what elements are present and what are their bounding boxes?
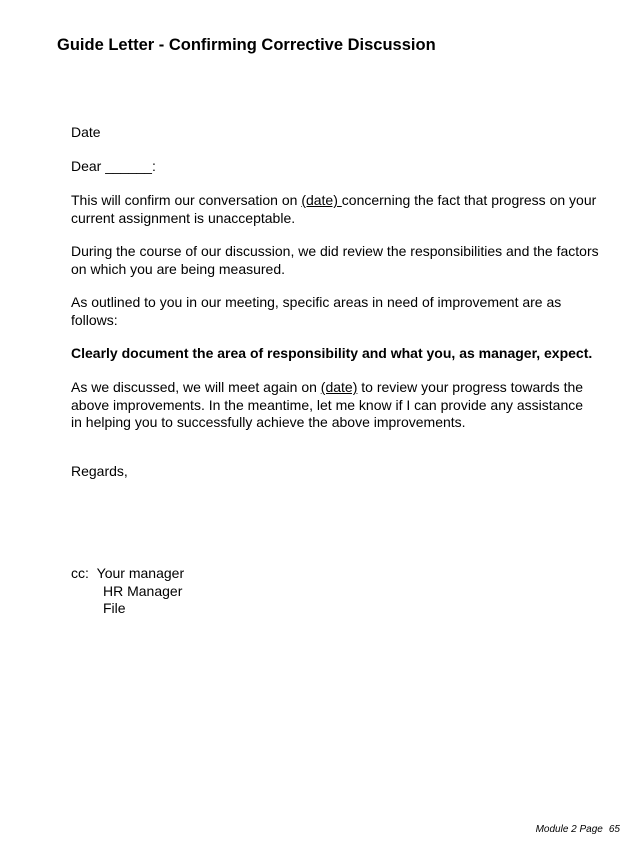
salutation: Dear ______: (71, 158, 156, 174)
paragraph-text: This will confirm our conversation on (71, 192, 302, 208)
paragraph-text: concerning the fact that progress on your (341, 192, 597, 208)
page-title: Guide Letter - Confirming Corrective Discussion (57, 36, 436, 54)
paragraph-text: As we discussed, we will meet again on (71, 379, 321, 395)
instruction-text: Clearly document the area of responsibility and what you, as manager, expect. (71, 345, 593, 361)
cc-recipient: Your manager (96, 565, 185, 581)
paragraph-text: During the course of our discussion, we did review the responsibilities and the factors (71, 243, 599, 259)
paragraph-follow-up (71, 379, 616, 432)
module-label: Module 2 Page (535, 824, 603, 835)
date-placeholder: (date) (301, 192, 342, 208)
page-footer (536, 824, 620, 835)
paragraph-text: current assignment is unacceptable. (71, 209, 296, 226)
paragraph-text: follows: (71, 311, 118, 328)
paragraph-text: in helping you to successfully achieve the above improvements. (71, 414, 466, 430)
paragraph-text: above improvements. In the meantime, let me know if I can provide any assistance (71, 396, 584, 413)
paragraph-text: to review your progress towards the (357, 379, 584, 395)
paragraph-confirmation (71, 192, 616, 227)
paragraph-text: As outlined to you in our meeting, specific areas in need of improvement are as (71, 294, 562, 310)
paragraph-discussion (71, 243, 616, 278)
cc-recipient: HR Manager (103, 582, 183, 599)
date-placeholder: (date) (320, 379, 358, 395)
cc-block (71, 565, 616, 618)
cc-label: cc: (71, 565, 89, 581)
closing: Regards, (71, 463, 128, 479)
paragraph-improvement-areas (71, 294, 616, 329)
date-line: Date (71, 124, 101, 140)
cc-recipient: File (103, 600, 126, 616)
paragraph-text: on which you are being measured. (71, 260, 286, 277)
page-number: 65 (608, 824, 620, 835)
